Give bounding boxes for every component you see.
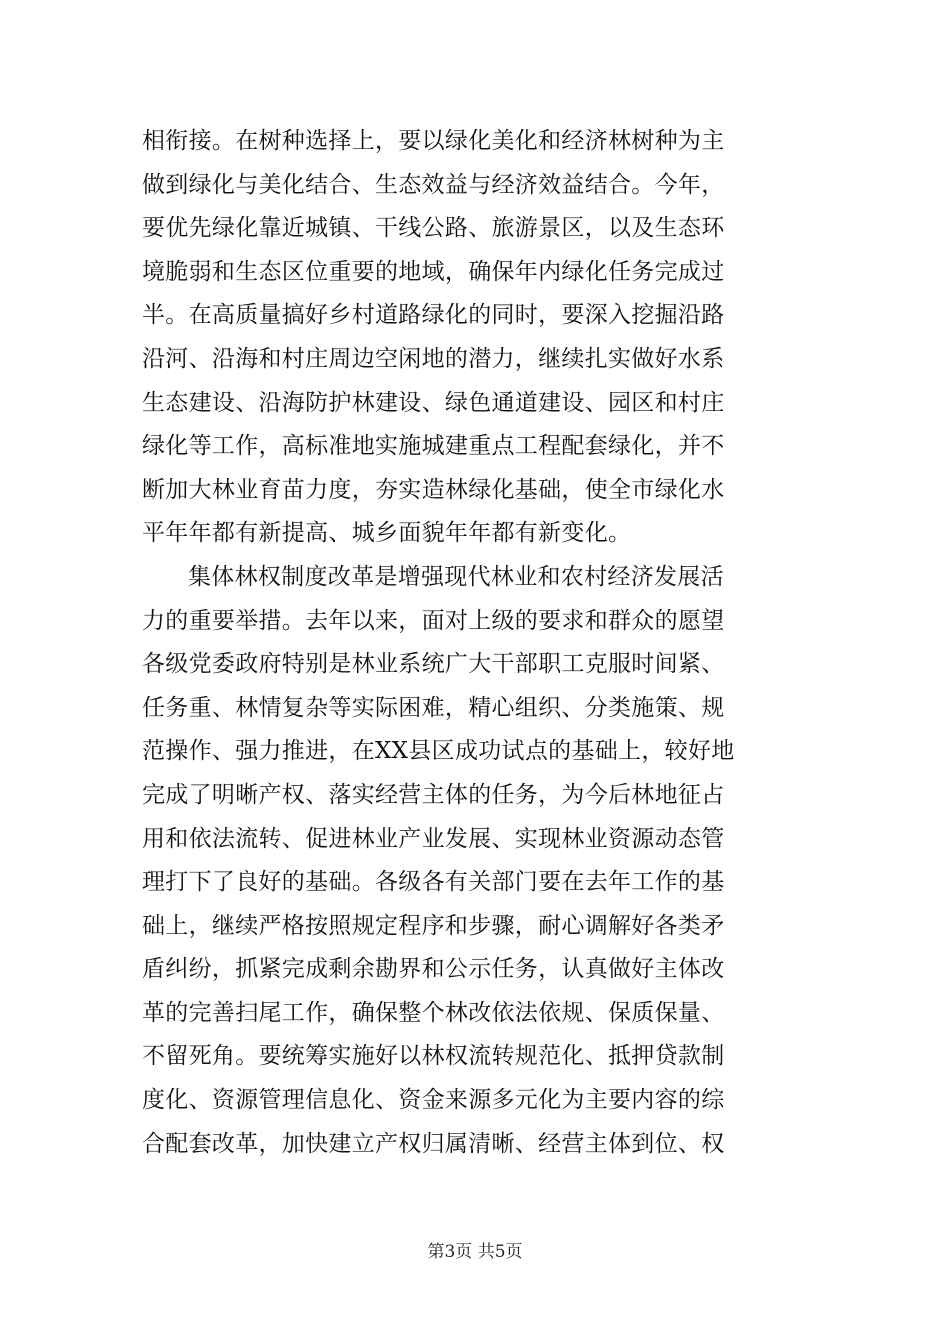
text-line: 度化、资源管理信息化、资金来源多元化为主要内容的综 bbox=[142, 1087, 725, 1114]
text-line: 半。在高质量搞好乡村道路绿化的同时，要深入挖掘沿路 bbox=[142, 302, 725, 329]
page-number-label: 第3页 共5页 bbox=[427, 1242, 523, 1262]
text-line: 做到绿化与美化结合、生态效益与经济效益结合。今年， bbox=[142, 171, 725, 198]
text-line: 力的重要举措。去年以来，面对上级的要求和群众的愿望 bbox=[142, 607, 725, 634]
text-line: 断加大林业育苗力度，夯实造林绿化基础，使全市绿化水 bbox=[142, 476, 725, 503]
text-line: 范操作、强力推进，在XX县区成功试点的基础上，较好地 bbox=[142, 738, 735, 765]
text-line: 用和依法流转、促进林业产业发展、实现林业资源动态管 bbox=[142, 825, 725, 852]
text-line: 理打下了良好的基础。各级各有关部门要在去年工作的基 bbox=[142, 869, 725, 896]
text-line: 绿化等工作，高标准地实施城建重点工程配套绿化，并不 bbox=[142, 433, 725, 460]
text-line: 生态建设、沿海防护林建设、绿色通道建设、园区和村庄 bbox=[142, 389, 725, 416]
paragraph-start-line: 集体林权制度改革是增强现代林业和农村经济发展活 bbox=[188, 563, 724, 590]
text-line: 各级党委政府特别是林业系统广大干部职工克服时间紧、 bbox=[142, 651, 725, 678]
text-line: 要优先绿化靠近城镇、干线公路、旅游景区，以及生态环 bbox=[142, 215, 725, 242]
text-line: 境脆弱和生态区位重要的地域，确保年内绿化任务完成过 bbox=[142, 258, 725, 285]
body-text bbox=[142, 120, 822, 1166]
text-line: 础上，继续严格按照规定程序和步骤，耐心调解好各类矛 bbox=[142, 912, 725, 939]
text-line: 平年年都有新提高、城乡面貌年年都有新变化。 bbox=[142, 520, 632, 547]
text-line: 盾纠纷，抓紧完成剩余勘界和公示任务，认真做好主体改 bbox=[142, 956, 725, 983]
text-line: 合配套改革，加快建立产权归属清晰、经营主体到位、权 bbox=[142, 1130, 725, 1157]
text-line: 任务重、林情复杂等实际困难，精心组织、分类施策、规 bbox=[142, 694, 725, 721]
text-line: 不留死角。要统筹实施好以林权流转规范化、抵押贷款制 bbox=[142, 1043, 725, 1070]
text-line: 完成了明晰产权、落实经营主体的任务，为今后林地征占 bbox=[142, 781, 725, 808]
text-line: 相衔接。在树种选择上，要以绿化美化和经济林树种为主 bbox=[142, 128, 725, 154]
page-footer bbox=[0, 1242, 950, 1262]
text-line: 沿河、沿海和村庄周边空闲地的潜力，继续扎实做好水系 bbox=[142, 345, 725, 372]
text-line: 革的完善扫尾工作，确保整个林改依法依规、保质保量、 bbox=[142, 999, 725, 1026]
